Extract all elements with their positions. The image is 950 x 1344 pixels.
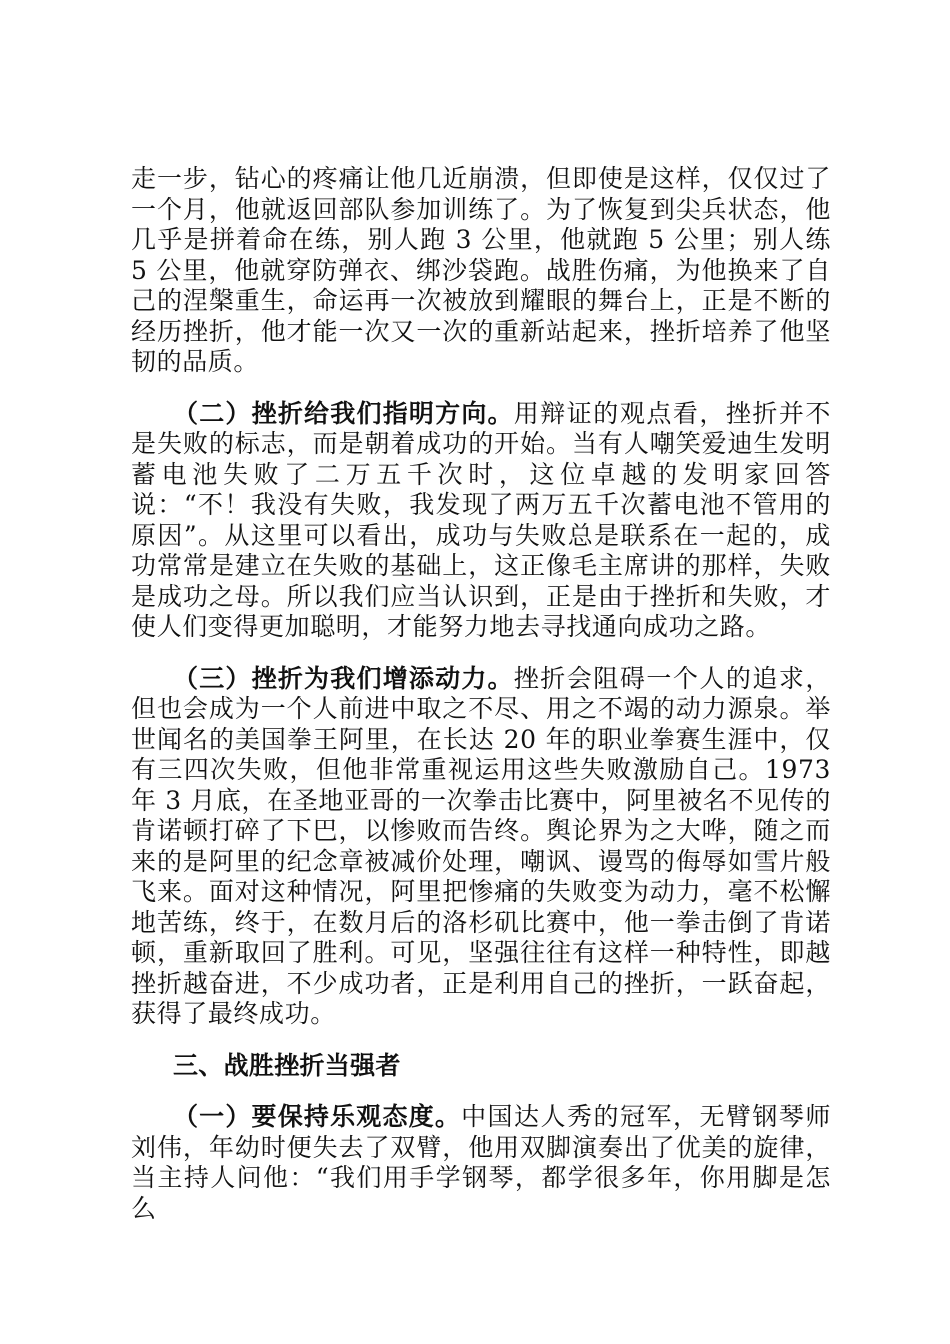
document-page — [131, 164, 831, 1245]
paragraph-continuation — [131, 164, 831, 378]
paragraph-point-1 — [131, 1102, 831, 1224]
section-heading: 三、战胜挫折当强者 — [173, 1050, 401, 1080]
paragraph-text: 中国达人秀的冠军，无臂钢琴师刘伟，年幼时便失去了双臂，他用双脚演奏出了优美的旋律，当主持人问他：“我们用手学钢琴，都学很多年，你用脚是怎么 — [131, 1102, 831, 1223]
paragraph-point-3 — [131, 664, 831, 1030]
paragraph-text: 挫折会阻碍一个人的追求，但也会成为一个人前进中取之不尽、用之不竭的动力源泉。举世闻名的美国拳王阿里，在长达 20 年的职业拳赛生涯中，仅有三四次失败，但他非常重视运用这些失败激励自己。1973 年 3 月底，在圣地亚哥的一次拳击比赛中，阿里被名不见传的肯诺顿打碎了下巴，以惨败而告终。舆论界为之大哗，随之而来的是阿里的纪念章被减价处理，嘲讽、谩骂的侮辱如雪片般飞来。面对这种情况，阿里把惨痛的失败变为动力，毫不松懈地苦练，终于，在数月后的洛杉矶比赛中，他一拳击倒了肯诺顿，重新取回了胜利。可见，坚强往往有这样一种特性，即越挫折越奋进，不少成功者，正是利用自己的挫折，一跃奋起，获得了最终成功。 — [131, 663, 831, 1028]
paragraph-lead-heading: （一）要保持乐观态度。 — [173, 1102, 462, 1131]
paragraph-lead-heading: （三）挫折为我们增添动力。 — [173, 663, 514, 693]
paragraph-point-2 — [131, 399, 831, 643]
paragraph-text: 走一步，钻心的疼痛让他几近崩溃，但即使是这样，仅仅过了一个月，他就返回部队参加训练了。为了恢复到尖兵状态，他几乎是拼着命在练，别人跑 3 公里，他就跑 5 公里；别人练 5 公里，他就穿防弹衣、绑沙袋跑。战胜伤痛，为他换来了自己的涅槃重生，命运再一次被放到耀眼的舞台上，正是不断的经历挫折，他才能一次又一次的重新站起来，挫折培养了他坚韧的品质。 — [131, 164, 831, 376]
paragraph-text: 用辩证的观点看，挫折并不是失败的标志，而是朝着成功的开始。当有人嘲笑爱迪生发明蓄电池失败了二万五千次时，这位卓越的发明家回答说：“不！我没有失败，我发现了两万五千次蓄电池不管用的原因”。从这里可以看出，成功与失败总是联系在一起的，成功常常是建立在失败的基础上，这正像毛主席讲的那样，失败是成功之母。所以我们应当认识到，正是由于挫折和失败，才使人们变得更加聪明，才能努力地去寻找通向成功之路。 — [131, 398, 831, 641]
paragraph-lead-heading: （二）挫折给我们指明方向。 — [173, 398, 514, 428]
